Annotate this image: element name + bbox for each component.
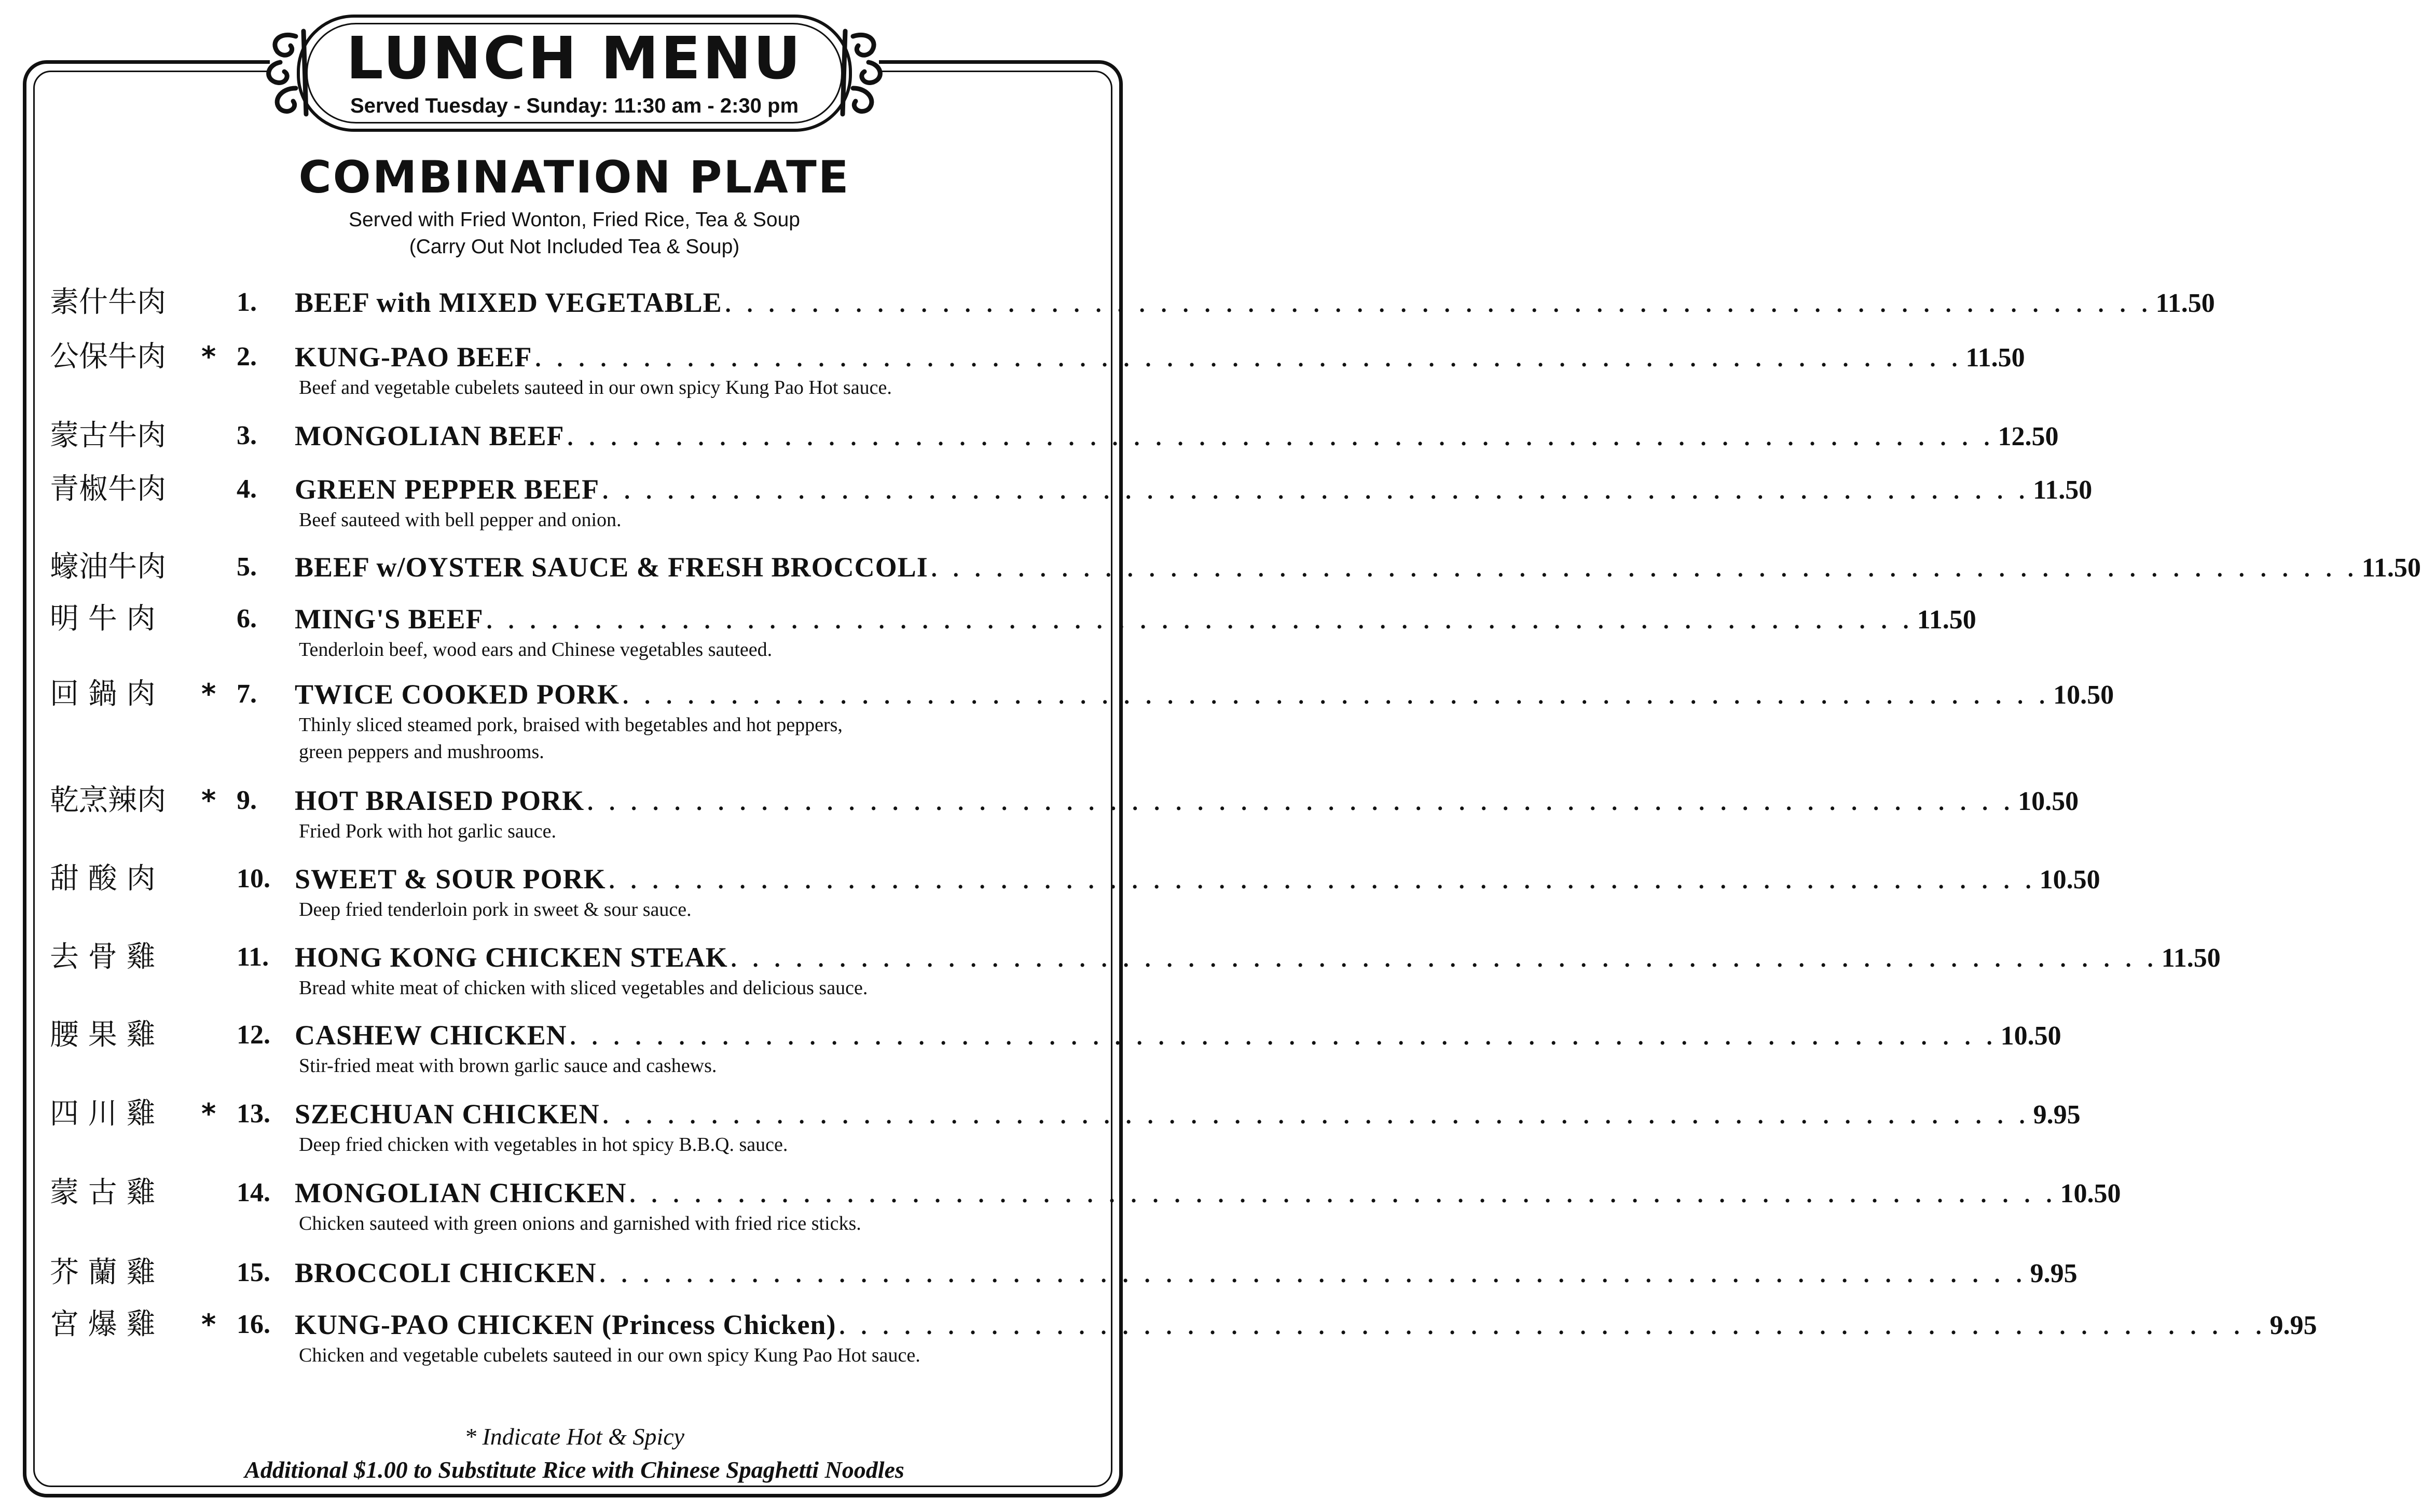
dot-leader: . . . . . . . . . . . . . . . . . . . . . . . . . . . . . . . . . . . . . . . . . . . . . . . . . . . . . . . . . . . . . . . . . . [570, 1024, 1998, 1050]
item-name: GREEN PEPPER BEEF [295, 474, 600, 505]
item-number: 9. [237, 786, 257, 815]
item-chinese-name: 素什牛肉 [50, 285, 166, 319]
item-chinese-name: 青椒牛肉 [50, 472, 166, 506]
item-name-line [295, 939, 2221, 975]
hot-spicy-note: * Indicate Hot & Spicy [464, 1423, 685, 1450]
item-name-line [295, 1255, 2078, 1291]
item-description: Fried Pork with hot garlic sauce. [299, 820, 557, 842]
item-name: SZECHUAN CHICKEN [295, 1098, 600, 1130]
item-name: BROCCOLI CHICKEN [295, 1257, 597, 1288]
served-with-line: Served with Fried Wonton, Fried Rice, Tea & Soup [349, 209, 800, 231]
dot-leader: . . . . . . . . . . . . . . . . . . . . . . . . . . . . . . . . . . . . . . . . . . . . . . . . . . . . . . . . . . . . . . . . . . [567, 425, 1995, 450]
item-number: 13. [237, 1099, 270, 1129]
item-chinese-name: 乾烹辣肉 [50, 784, 166, 817]
dot-leader: . . . . . . . . . . . . . . . . . . . . . . . . . . . . . . . . . . . . . . . . . . . . . . . . . . . . . . . . . . . . . . . . . . [931, 556, 2359, 582]
item-chinese-name: 去 骨 雞 [50, 940, 156, 974]
item-number: 11. [237, 942, 269, 972]
item-description: Chicken and vegetable cubelets sauteed in our own spicy Kung Pao Hot sauce. [299, 1344, 920, 1366]
substitution-note [0, 1456, 1149, 1483]
item-description: Beef sauteed with bell pepper and onion. [299, 509, 622, 531]
item-number: 6. [237, 604, 257, 634]
item-name: CASHEW CHICKEN [295, 1020, 567, 1051]
item-name: SWEET & SOUR PORK [295, 863, 606, 895]
item-chinese-name: 回 鍋 肉 [50, 677, 156, 711]
item-description: Stir-fried meat with brown garlic sauce and cashews. [299, 1055, 717, 1077]
item-price: 11.50 [1917, 605, 1976, 635]
item-number: 5. [237, 552, 257, 582]
item-name-line [295, 418, 2059, 454]
item-number: 7. [237, 679, 257, 709]
service-hours: Served Tuesday - Sunday: 11:30 am - 2:30 pm [350, 94, 799, 117]
item-price: 9.95 [2030, 1259, 2078, 1288]
item-price: 11.50 [2033, 475, 2093, 505]
item-name-line [295, 1175, 2121, 1211]
item-name: KUNG-PAO BEEF [295, 341, 532, 373]
item-name: BEEF with MIXED VEGETABLE [295, 287, 722, 318]
item-number: 12. [237, 1020, 270, 1050]
item-description: Chicken sauteed with green onions and garnished with fried rice sticks. [299, 1213, 861, 1234]
item-chinese-name: 甜 酸 肉 [50, 862, 156, 896]
item-name: MONGOLIAN CHICKEN [295, 1177, 627, 1208]
item-number: 15. [237, 1258, 270, 1287]
spicy-marker: * [201, 784, 216, 817]
item-name-line [295, 601, 1976, 637]
item-chinese-name: 明 牛 肉 [50, 602, 156, 636]
item-name-line [295, 782, 2079, 819]
dot-leader: . . . . . . . . . . . . . . . . . . . . . . . . . . . . . . . . . . . . . . . . . . . . . . . . . . . . . . . . . . . . . . . . . . [839, 1314, 2267, 1339]
item-description: Beef and vegetable cubelets sauteed in our own spicy Kung Pao Hot sauce. [299, 377, 892, 398]
spicy-marker: * [201, 1308, 216, 1341]
dot-leader: . . . . . . . . . . . . . . . . . . . . . . . . . . . . . . . . . . . . . . . . . . . . . . . . . . . . . . . . . . . . . . . . . . [602, 1103, 2030, 1129]
dot-leader: . . . . . . . . . . . . . . . . . . . . . . . . . . . . . . . . . . . . . . . . . . . . . . . . . . . . . . . . . . . . . . . . . . [629, 1182, 2057, 1207]
substitution-amount: $1.00 [354, 1456, 408, 1483]
item-chinese-name: 蒙古牛肉 [50, 419, 166, 452]
item-chinese-name: 四 川 雞 [50, 1097, 156, 1131]
section-title: COMBINATION PLATE [298, 152, 850, 203]
item-name: MONGOLIAN BEEF [295, 420, 565, 451]
item-description: Deep fried tenderloin pork in sweet & sour sauce. [299, 899, 692, 920]
item-number: 16. [237, 1310, 270, 1339]
item-price: 9.95 [2269, 1311, 2317, 1340]
dot-leader: . . . . . . . . . . . . . . . . . . . . . . . . . . . . . . . . . . . . . . . . . . . . . . . . . . . . . . . . . . . . . . . . . . [725, 292, 2153, 317]
dot-leader: . . . . . . . . . . . . . . . . . . . . . . . . . . . . . . . . . . . . . . . . . . . . . . . . . . . . . . . . . . . . . . . . . . [731, 946, 2158, 972]
item-price: 11.50 [2155, 288, 2215, 318]
item-price: 11.50 [1965, 343, 2025, 373]
item-price: 9.95 [2033, 1100, 2081, 1130]
item-name-line [295, 471, 2093, 507]
item-price: 10.50 [2060, 1179, 2121, 1208]
substitution-suffix: to Substitute Rice with Chinese Spaghetti Noodles [414, 1456, 904, 1483]
dot-leader: . . . . . . . . . . . . . . . . . . . . . . . . . . . . . . . . . . . . . . . . . . . . . . . . . . . . . . . . . . . . . . . . . . [535, 346, 1963, 372]
spicy-marker: * [201, 1097, 216, 1130]
item-name-line [295, 1017, 2061, 1053]
item-description: Thinly sliced steamed pork, braised with begetables and hot peppers, green peppers and mushrooms. [299, 714, 843, 763]
spicy-marker: * [201, 678, 216, 710]
item-name: BEEF w/OYSTER SAUCE & FRESH BROCCOLI [295, 552, 928, 583]
item-name: HOT BRAISED PORK [295, 785, 585, 816]
dot-leader: . . . . . . . . . . . . . . . . . . . . . . . . . . . . . . . . . . . . . . . . . . . . . . . . . . . . . . . . . . . . . . . . . . [609, 868, 2037, 894]
item-description: Deep fried chicken with vegetables in hot spicy B.B.Q. sauce. [299, 1134, 788, 1156]
item-chinese-name: 蒙 古 雞 [50, 1176, 156, 1209]
item-chinese-name: 蠔油牛肉 [50, 550, 166, 584]
item-number: 4. [237, 474, 257, 504]
carry-out-note: (Carry Out Not Included Tea & Soup) [409, 236, 740, 258]
dot-leader: . . . . . . . . . . . . . . . . . . . . . . . . . . . . . . . . . . . . . . . . . . . . . . . . . . . . . . . . . . . . . . . . . . [599, 1262, 2027, 1287]
item-number: 10. [237, 864, 270, 894]
spicy-marker: * [201, 340, 216, 373]
item-price: 10.50 [2000, 1021, 2061, 1051]
item-name: KUNG-PAO CHICKEN (Princess Chicken) [295, 1309, 836, 1340]
item-description: Tenderloin beef, wood ears and Chinese vegetables sauteed. [299, 639, 773, 661]
item-name: MING'S BEEF [295, 603, 484, 635]
dot-leader: . . . . . . . . . . . . . . . . . . . . . . . . . . . . . . . . . . . . . . . . . . . . . . . . . . . . . . . . . . . . . . . . . . [623, 683, 2051, 709]
item-number: 3. [237, 421, 257, 450]
item-number: 14. [237, 1178, 270, 1207]
item-name-line [295, 339, 2025, 375]
item-chinese-name: 芥 蘭 雞 [50, 1256, 156, 1289]
item-number: 1. [237, 287, 257, 317]
item-price: 11.50 [2161, 943, 2221, 973]
item-price: 11.50 [2361, 553, 2421, 583]
item-name: TWICE COOKED PORK [295, 679, 620, 710]
item-number: 2. [237, 342, 257, 372]
menu-title: LUNCH MENU [346, 25, 803, 92]
item-name-line [295, 676, 2114, 712]
dot-leader: . . . . . . . . . . . . . . . . . . . . . . . . . . . . . . . . . . . . . . . . . . . . . . . . . . . . . . . . . . . . . . . . . . [486, 608, 1914, 634]
item-name: HONG KONG CHICKEN STEAK [295, 942, 728, 973]
item-description: Bread white meat of chicken with sliced vegetables and delicious sauce. [299, 977, 868, 999]
item-price: 10.50 [2053, 680, 2114, 710]
item-chinese-name: 宮 爆 雞 [50, 1308, 156, 1341]
item-price: 12.50 [1998, 422, 2059, 451]
item-name-line [295, 284, 2215, 321]
item-price: 10.50 [2018, 787, 2079, 816]
item-price: 10.50 [2039, 865, 2100, 895]
dot-leader: . . . . . . . . . . . . . . . . . . . . . . . . . . . . . . . . . . . . . . . . . . . . . . . . . . . . . . . . . . . . . . . . . . [587, 790, 2015, 815]
substitution-prefix: Additional [244, 1456, 348, 1483]
item-name-line [295, 549, 2421, 585]
item-chinese-name: 公保牛肉 [50, 340, 166, 374]
item-chinese-name: 腰 果 雞 [50, 1018, 156, 1052]
dot-leader: . . . . . . . . . . . . . . . . . . . . . . . . . . . . . . . . . . . . . . . . . . . . . . . . . . . . . . . . . . . . . . . . . . [602, 478, 2030, 504]
item-name-line [295, 1096, 2081, 1132]
item-name-line [295, 861, 2100, 897]
item-name-line [295, 1307, 2317, 1343]
